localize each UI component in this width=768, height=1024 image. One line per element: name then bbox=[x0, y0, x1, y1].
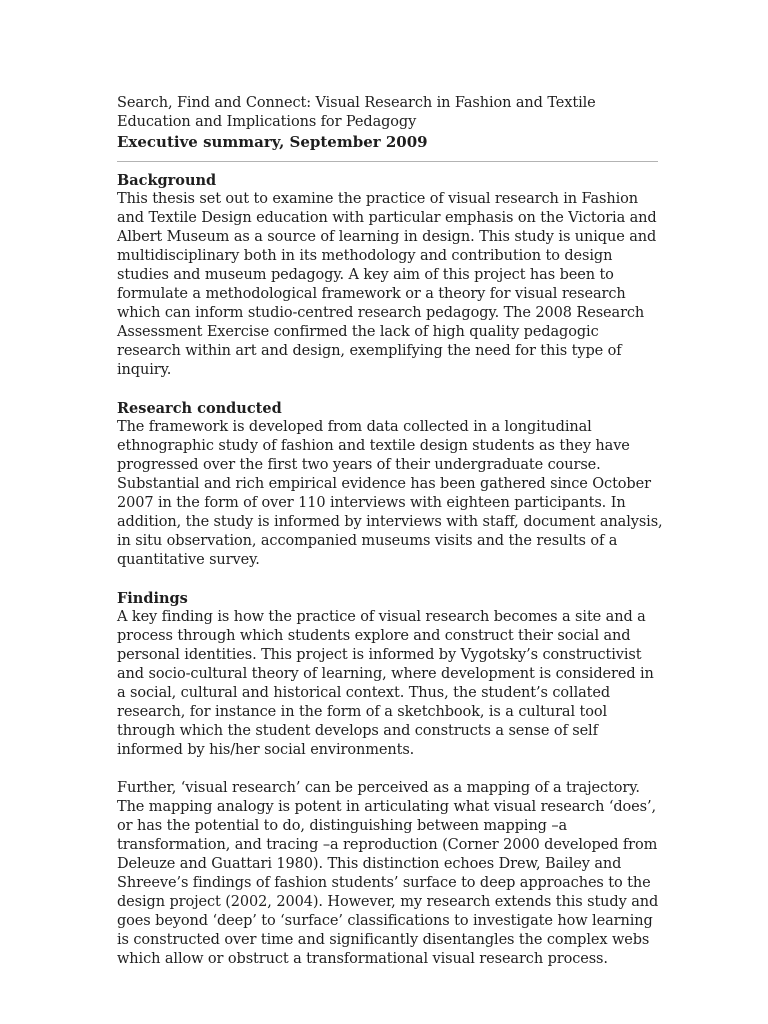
section-findings bbox=[117, 589, 664, 969]
section-background bbox=[117, 171, 664, 380]
section-paragraph: This thesis set out to examine the practice of visual research in Fashion and Textile Design education with particular emphasis on the Victoria and Albert Museum as a source of learning in design. This study is unique and multidisciplinary both in its methodology and contribution to design studies and museum pedagogy. A key aim of this project has been to formulate a methodological framework or a theory for visual research which can inform studio-centred research pedagogy. The 2008 Research Assessment Exercise confirmed the lack of high quality pedagogic research within art and design, exemplifying the need for this type of inquiry. bbox=[117, 191, 657, 378]
document-subtitle: Executive summary, September 2009 bbox=[117, 133, 428, 151]
section-research-conducted bbox=[117, 399, 664, 570]
section-paragraph: The framework is developed from data collected in a longitudinal ethnographic study of fashion and textile design students as they have progressed over the first two years of their undergraduate course. Substantial and rich empirical evidence has been gathered since October 2007 in the form of over 110 interviews with eighteen participants. In addition, the study is informed by interviews with staff, document analysis, in situ observation, accompanied museums visits and the results of a quantitative survey. bbox=[117, 419, 663, 568]
header-divider bbox=[117, 161, 658, 162]
section-paragraph: Further, ‘visual research’ can be perceived as a mapping of a trajectory. The mapping analogy is potent in articulating what visual research ‘does’, or has the potential to do, distinguishing between mapping –a transformation, and tracing –a reproduction (Corner 2000 developed from Deleuze and Guattari 1980). This distinction echoes Drew, Bailey and Shreeve’s findings of fashion students’ surface to deep approaches to the design project (2002, 2004). However, my research extends this study and goes beyond ‘deep’ to ‘surface’ classifications to investigate how learning is constructed over time and significantly disentangles the complex webs which allow or obstruct a transformational visual research process. bbox=[117, 780, 659, 967]
section-heading: Findings bbox=[117, 590, 188, 607]
document-title-line-1: Search, Find and Connect: Visual Research in Fashion and Textile bbox=[117, 95, 596, 111]
section-heading: Background bbox=[117, 172, 217, 189]
document-title bbox=[117, 94, 664, 132]
section-paragraph: A key finding is how the practice of visual research becomes a site and a process through which students explore and construct their social and personal identities. This project is informed by Vygotsky’s constructivist and socio-cultural theory of learning, where development is considered in a social, cultural and historical context. Thus, the student’s collated research, for instance in the form of a sketchbook, is a cultural tool through which the student develops and constructs a sense of self informed by his/her social environments. bbox=[117, 609, 654, 758]
section-heading: Research conducted bbox=[117, 400, 282, 417]
document-title-line-2: Education and Implications for Pedagogy bbox=[117, 114, 417, 130]
